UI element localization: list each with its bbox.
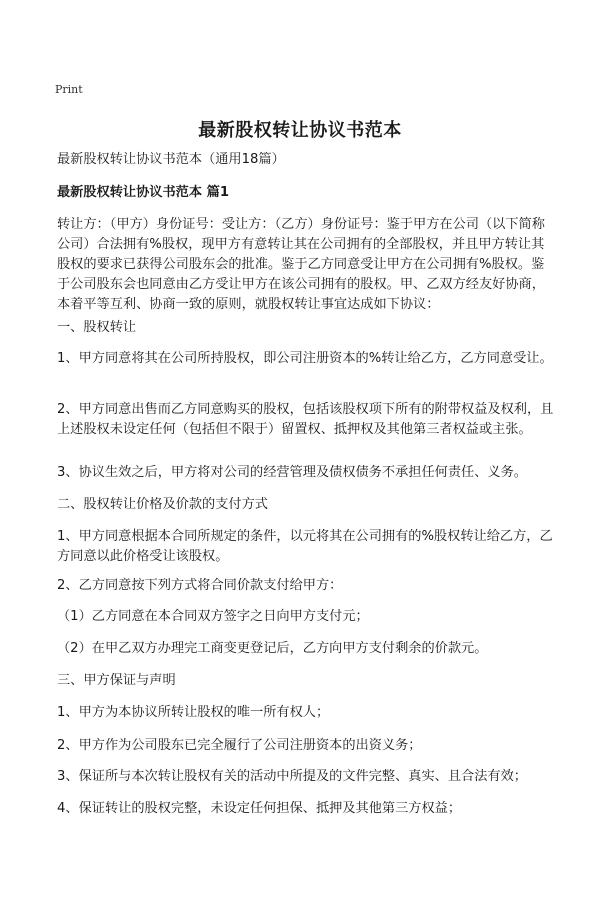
clause-2-2: 2、乙方同意按下列方式将合同价款支付给甲方： — [57, 578, 343, 593]
clause-1-2: 2、甲方同意出售而乙方同意购买的股权，包括该股权项下所有的附带权益及权利，且上述股权未设定任何（包括但不限于）留置权、抵押权及其他第三者权益或主张。 — [57, 402, 554, 437]
clause-3-4: 4、保证转让的股权完整，未设定任何担保、抵押及其他第三方权益； — [57, 801, 462, 816]
clause-3-3: 3、保证所与本次转让股权有关的活动中所提及的文件完整、真实、且合法有效； — [57, 769, 527, 784]
clause-2-2a: （1）乙方同意在本合同双方签字之日向甲方支付元； — [57, 609, 369, 624]
clause-3-2: 2、甲方作为公司股东已完全履行了公司注册资本的出资义务； — [57, 738, 422, 753]
clause-2-2b: （2）在甲乙双方办理完工商变更登记后，乙方向甲方支付剩余的价款元。 — [57, 641, 488, 656]
heading-share-transfer: 一、股权转让 — [57, 320, 137, 335]
intro-paragraph: 转让方：（甲方）身份证号：受让方：（乙方）身份证号：鉴于甲方在公司（以下简称公司）合法拥有%股权，现甲方有意转让其在公司拥有的全部股权，并且甲方转让其股权的要求已获得公司股东会的批准。鉴于乙方同意受让甲方在公司拥有%股权。鉴于公司股东会也同意由乙方受让甲方在该公司拥有的股权。甲、乙双方经友好协商，本着平等互利、协商一致的原则，就股权转让事宜达成如下协议： — [57, 217, 545, 312]
heading-price-payment: 二、股权转让价格及价款的支付方式 — [57, 497, 268, 512]
print-label: Print — [55, 83, 83, 96]
document-subtitle: 最新股权转让协议书范本（通用18篇） — [57, 152, 285, 167]
clause-1-1: 1、甲方同意将其在公司所持股权，即公司注册资本的%转让给乙方，乙方同意受让。 — [57, 351, 553, 366]
page-title: 最新股权转让协议书范本 — [198, 120, 402, 141]
clause-1-3: 3、协议生效之后，甲方将对公司的经营管理及债权债务不承担任何责任、义务。 — [57, 465, 527, 480]
clause-2-1: 1、甲方同意根据本合同所规定的条件，以元将其在公司拥有的%股权转让给乙方，乙方同意以此价格受让该股权。 — [57, 529, 553, 564]
heading-warranties: 三、甲方保证与声明 — [57, 673, 176, 688]
clause-3-1: 1、甲方为本协议所转让股权的唯一所有权人； — [57, 705, 330, 720]
section-title: 最新股权转让协议书范本 篇1 — [57, 185, 230, 200]
